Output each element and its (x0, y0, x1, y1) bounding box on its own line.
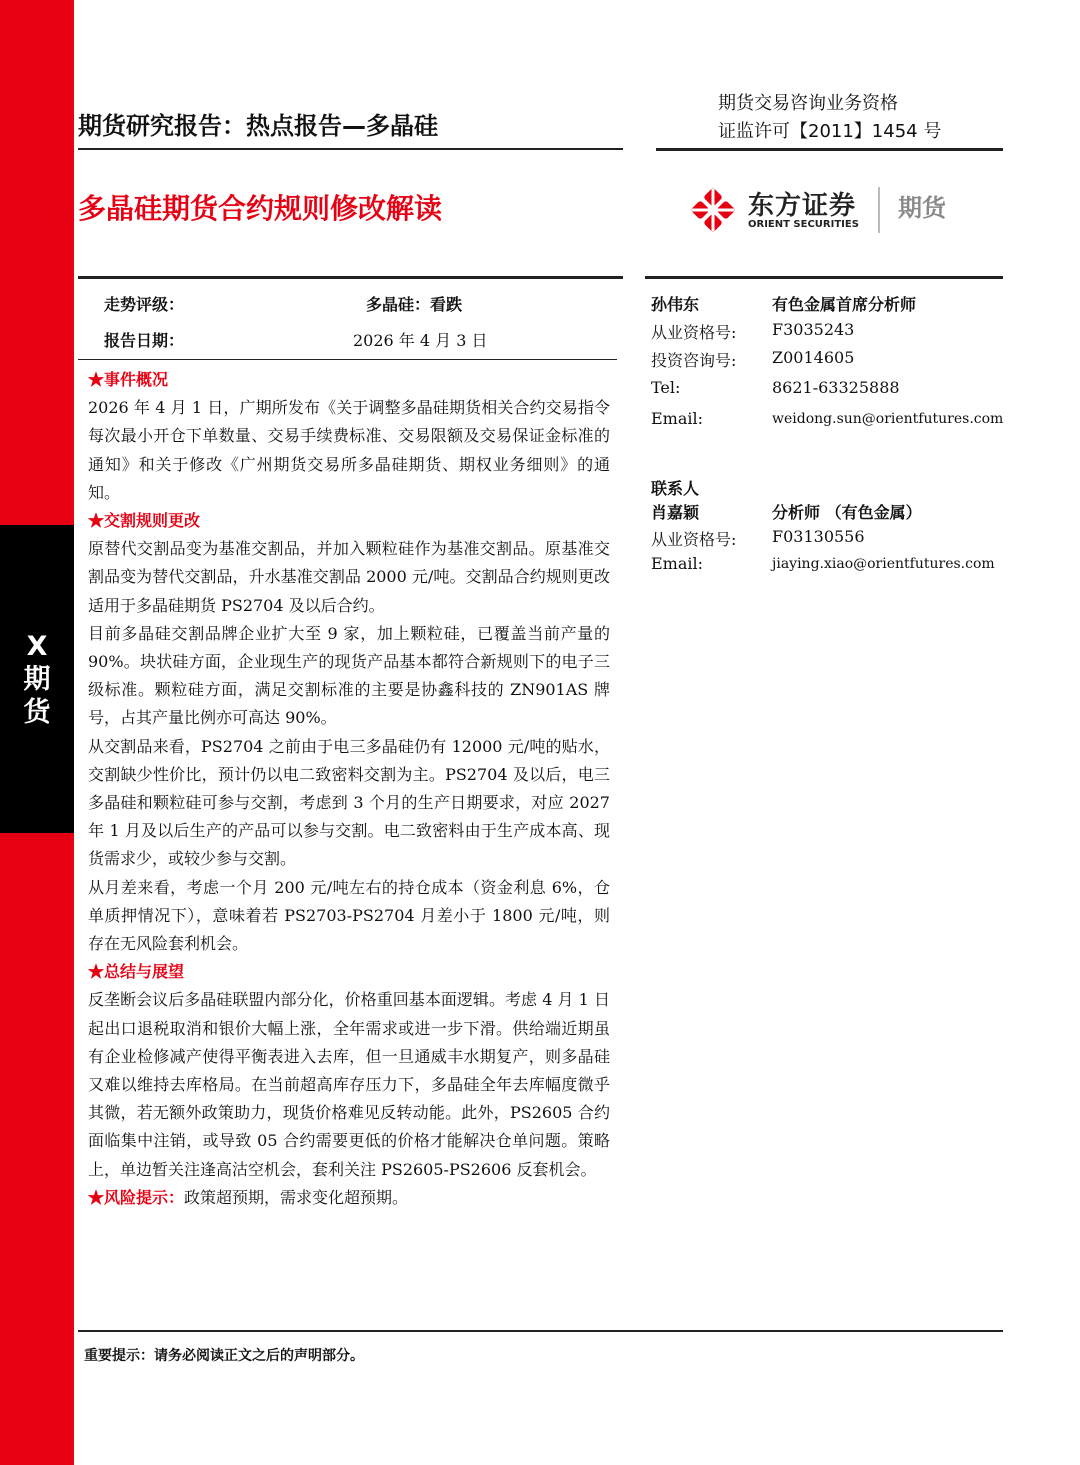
report-body (88, 366, 610, 1212)
email-label: Email: (651, 409, 704, 428)
meta-rule-top-right (645, 276, 1003, 279)
analyst-1-name: 孙伟东 (651, 295, 700, 314)
logo-divider (878, 187, 880, 233)
meta-rule-bottom (78, 359, 617, 360)
analyst-2-name: 肖嘉颖 (651, 503, 700, 522)
email-label-2: Email: (651, 554, 704, 573)
trend-value: 多晶硅：看跌 (366, 295, 463, 314)
analyst-1-cert: F3035243 (772, 320, 855, 339)
section-heading-event: ★事件概况 (88, 370, 169, 389)
footer-rule (78, 1330, 1003, 1332)
analyst-2-title: 分析师 （有色金属） (772, 503, 922, 522)
page-title: 多晶硅期货合约规则修改解读 (78, 192, 443, 225)
side-tab-char: 货 (23, 696, 51, 728)
section-heading-outlook: ★总结与展望 (88, 962, 185, 982)
header-rule-left (78, 148, 623, 150)
logo-mark-icon (688, 185, 738, 235)
section-heading-risk: ★风险提示： (88, 1187, 185, 1207)
cert-label: 从业资格号: (651, 323, 737, 342)
risk-text: 政策超预期，需求变化超预期。 (184, 1187, 409, 1207)
tel-label: Tel: (651, 378, 681, 397)
meta-rule-top-left (78, 276, 623, 279)
analyst-1-tel: 8621-63325888 (772, 378, 900, 397)
risk-line (88, 1184, 610, 1212)
rules-paragraph: 目前多晶硅交割品牌企业扩大至 9 家，加上颗粒硅，已覆盖当前产量的 90%。块状硅方面，企业现生产的现货产品基本都符合新规则下的电子三级标准。颗粒硅方面，满足交割标准的主要是协鑫科技的 ZN901AS 牌号，占其产量比例亦可高达 90%。 (88, 623, 610, 728)
trend-label: 走势评级： (104, 295, 185, 314)
side-tab-char: X (26, 630, 48, 662)
date-label: 报告日期： (104, 331, 185, 350)
section-heading-rules: ★交割规则更改 (88, 511, 201, 531)
analyst-1-title: 有色金属首席分析师 (772, 295, 917, 314)
report-type-title: 期货研究报告：热点报告—多晶硅 (78, 112, 438, 140)
side-tab (0, 525, 74, 833)
cert-label-2: 从业资格号: (651, 530, 737, 549)
analyst-2-email[interactable]: jiaying.xiao@orientfutures.com (772, 556, 995, 572)
rules-paragraph: 从月差来看，考虑一个月 200 元/吨左右的持仓成本（资金利息 6%，仓单质押情况下），意味着若 PS2703-PS2704 月差小于 1800 元/吨，则存在无风险套利机会。 (88, 877, 610, 954)
rules-paragraph: 原替代交割品变为基准交割品，并加入颗粒硅作为基准交割品。原基准交割品变为替代交割品，升水基准交割品 2000 元/吨。交割品合约规则更改适用于多晶硅期货 PS2704 及以后合约。 (88, 539, 610, 615)
contact-label: 联系人 (651, 479, 700, 498)
outlook-paragraph: 反垄断会议后多晶硅联盟内部分化，价格重回基本面逻辑。考虑 4 月 1 日起出口退税取消和银价大幅上涨，全年需求或进一步下滑。供给端近期虽有企业检修减产使得平衡表进入去库，但一旦通威丰水期复产，则多晶硅又难以维持去库格局。在当前超高库存压力下，多晶硅全年去库幅度微乎其微，若无额外政策助力，现货价格难见反转动能。此外，PS2605 合约面临集中注销，或导致 05 合约需要更低的价格才能解决仓单问题。策略上，单边暂关注逢高沽空机会，套利关注 PS2605-PS2606 反套机会。 (88, 990, 610, 1179)
license-line-2: 证监许可【2011】1454 号 (718, 121, 942, 142)
report-date: 2026 年 4 月 3 日 (353, 331, 488, 350)
logo-futures-label: 期货 (898, 194, 946, 222)
analyst-2-cert: F03130556 (772, 527, 865, 546)
analyst-1-email[interactable]: weidong.sun@orientfutures.com (772, 411, 1004, 427)
logo-name-en: ORIENT SECURITIES (748, 219, 859, 230)
side-tab-char: 期 (23, 663, 51, 695)
consult-label: 投资咨询号: (651, 351, 737, 370)
header-rule-right (656, 148, 1003, 151)
company-logo (688, 183, 998, 239)
logo-name-cn: 东方证券 (748, 191, 857, 221)
analyst-1-consult: Z0014605 (772, 348, 855, 367)
event-paragraph: 2026 年 4 月 1 日，广期所发布《关于调整多晶硅期货相关合约交易指令每次最小开仓下单数量、交易手续费标准、交易限额及交易保证金标准的通知》和关于修改《广州期货交易所多晶硅期货、期权业务细则》的通知。 (88, 398, 610, 502)
license-line-1: 期货交易咨询业务资格 (718, 93, 898, 114)
rules-paragraph: 从交割品来看，PS2704 之前由于电三多晶硅仍有 12000 元/吨的贴水，交割缺少性价比，预计仍以电二致密料交割为主。PS2704 及以后，电三多晶硅和颗粒硅可参与交割，考虑到 3 个月的生产日期要求，对应 2027 年 1 月及以后生产的产品可以参与交割。电二致密料由于生产成本高、现货需求少，或较少参与交割。 (88, 736, 610, 869)
footer-note: 重要提示：请务必阅读正文之后的声明部分。 (84, 1348, 364, 1364)
